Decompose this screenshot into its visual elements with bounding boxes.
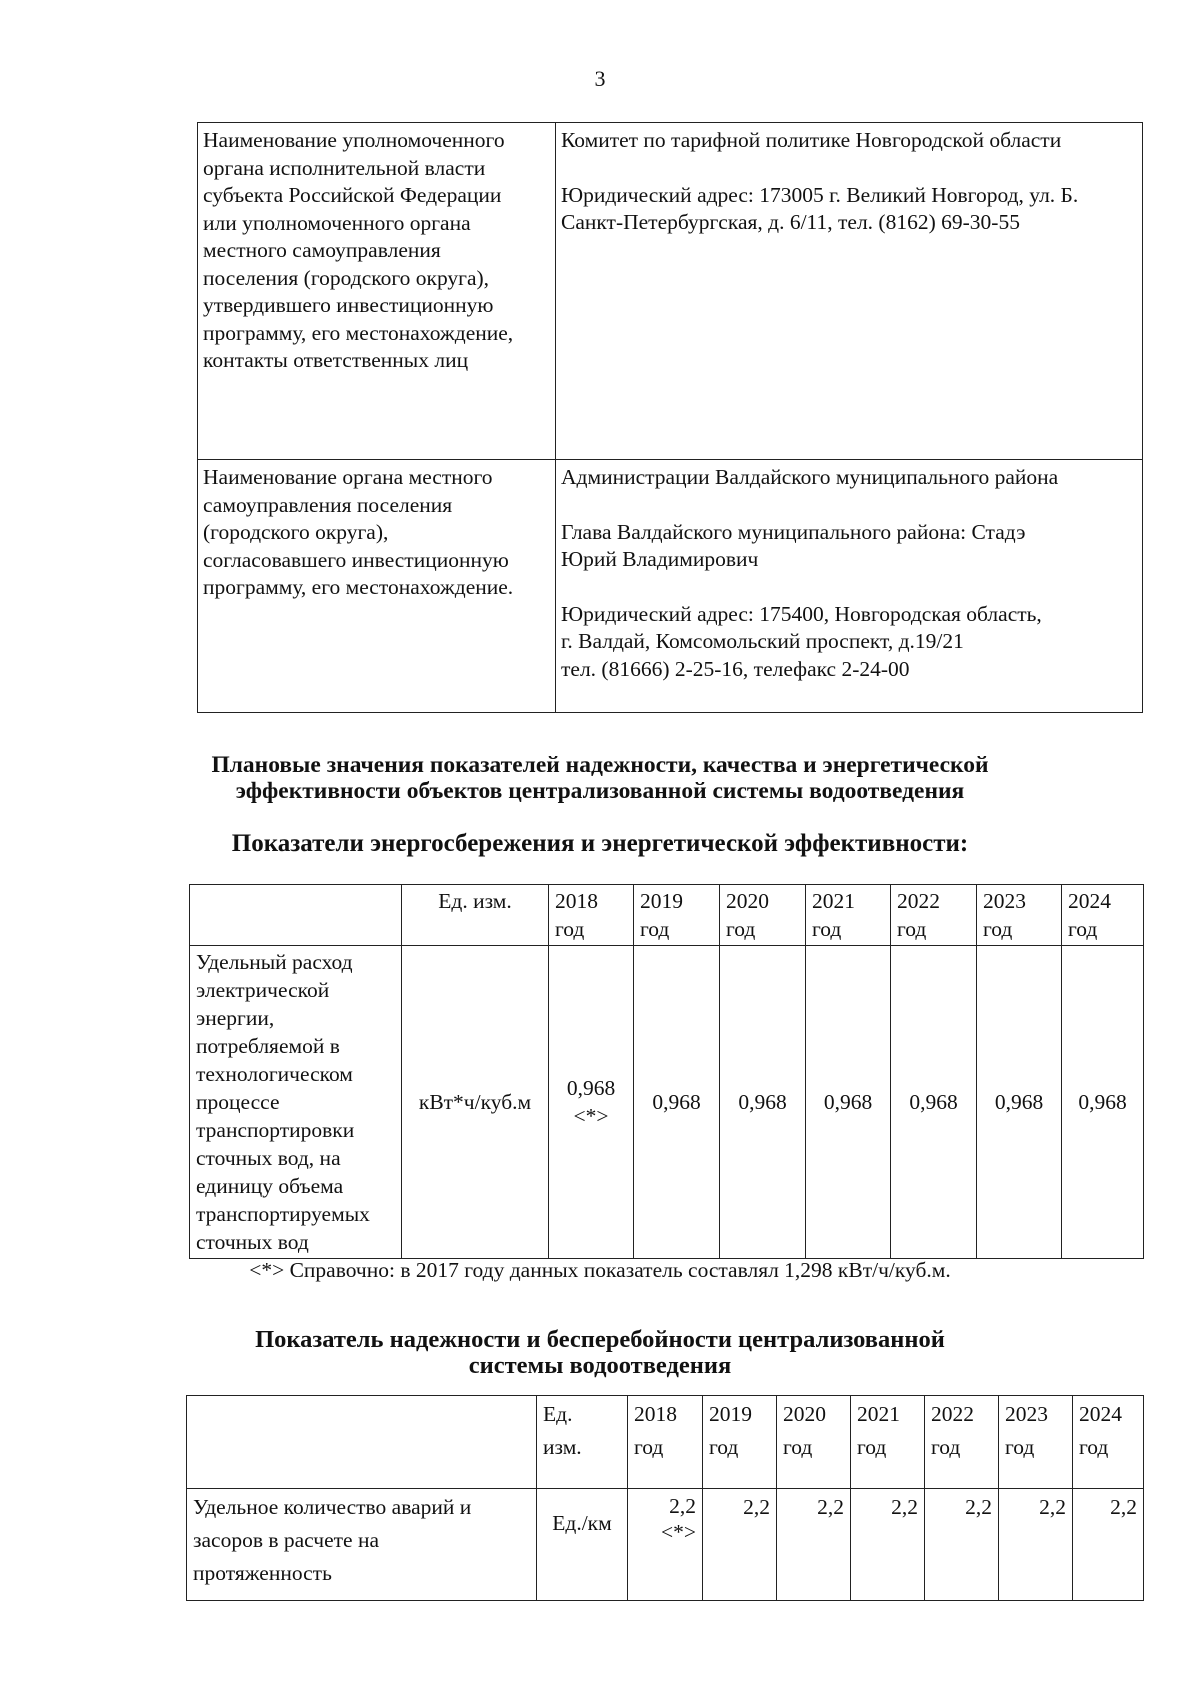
indicator-cell: Удельный расход электрической энергии, потребляемой в технологическом процессе транспортировки сточных вод, на единицу объема транспортируемых сточных вод bbox=[190, 946, 402, 1259]
agreeing-body-label bbox=[198, 460, 556, 713]
heading-line: Плановые значения показателей надежности, качества и энергетической bbox=[211, 752, 989, 778]
page-number: 3 bbox=[594, 66, 606, 91]
text-line: или уполномоченного органа bbox=[203, 210, 471, 235]
reliability-data-row bbox=[187, 1489, 1144, 1601]
text-line: программу, его местонахождение, bbox=[203, 320, 514, 345]
text-line: Наименование органа местного bbox=[203, 465, 493, 489]
year-header: 2023 год bbox=[977, 885, 1062, 946]
energy-header-row bbox=[190, 885, 1144, 946]
heading-line: Показатель надежности и бесперебойности централизованной bbox=[255, 1326, 945, 1353]
year-header: 2018 год bbox=[628, 1396, 703, 1489]
agreeing-body-address: Юридический адрес: 175400, Новгородская область, bbox=[561, 601, 1042, 626]
agreeing-body-name: Администрации Валдайского муниципального района bbox=[561, 465, 1059, 489]
text-line: контакты ответственных лиц bbox=[203, 348, 469, 372]
value-cell: 2,2 bbox=[999, 1489, 1073, 1601]
year-header: 2019 год bbox=[703, 1396, 777, 1489]
value-cell: 0,968 bbox=[1062, 946, 1144, 1259]
value-cell: 2,2 bbox=[1073, 1489, 1144, 1601]
value-cell: 2,2 bbox=[703, 1489, 777, 1601]
empty-header-cell bbox=[187, 1396, 537, 1489]
approving-body-address: Юридический адрес: 173005 г. Великий Новгород, ул. Б. bbox=[561, 182, 1079, 207]
value-cell: 0,968 bbox=[806, 946, 891, 1259]
text-line: поселения (городского округа), bbox=[203, 265, 490, 290]
year-header: 2022 год bbox=[925, 1396, 999, 1489]
reliability-table bbox=[186, 1395, 1144, 1601]
energy-table bbox=[189, 884, 1144, 1259]
value-cell: 2,2 bbox=[925, 1489, 999, 1601]
value-cell: 0,968 bbox=[634, 946, 720, 1259]
heading-line: эффективности объектов централизованной системы водоотведения bbox=[235, 778, 965, 804]
agreeing-body-address: г. Валдай, Комсомольский проспект, д.19/21 bbox=[561, 629, 964, 653]
footnote: <*> Справочно: в 2017 году данных показатель составлял 1,298 кВт/ч/куб.м. bbox=[249, 1258, 951, 1282]
approving-body-name: Комитет по тарифной политике Новгородской области bbox=[561, 128, 1062, 152]
year-header: 2020 год bbox=[777, 1396, 851, 1489]
agreeing-body-value bbox=[556, 460, 1143, 713]
unit-cell: Ед./км bbox=[537, 1489, 628, 1601]
unit-header: Ед. изм. bbox=[402, 885, 549, 946]
approving-body-label bbox=[198, 123, 556, 460]
unit-header: Ед. изм. bbox=[537, 1396, 628, 1489]
reliability-header-row bbox=[187, 1396, 1144, 1489]
info-row-agreeing-body bbox=[198, 460, 1143, 713]
main-heading bbox=[0, 752, 1200, 804]
unit-cell: кВт*ч/куб.м bbox=[402, 946, 549, 1259]
info-row-approving-body bbox=[198, 123, 1143, 460]
year-header: 2021 год bbox=[806, 885, 891, 946]
text-line: самоуправления поселения bbox=[203, 492, 453, 517]
value-cell: 0,968 <*> bbox=[549, 946, 634, 1259]
value-cell: 2,2 bbox=[777, 1489, 851, 1601]
text-line: утвердившего инвестиционную bbox=[203, 293, 494, 317]
year-header: 2018 год bbox=[549, 885, 634, 946]
agreeing-body-head: Юрий Владимирович bbox=[561, 547, 759, 571]
value-cell: 2,2 bbox=[851, 1489, 925, 1601]
value-cell: 0,968 bbox=[977, 946, 1062, 1259]
year-header: 2019 год bbox=[634, 885, 720, 946]
agreeing-body-head: Глава Валдайского муниципального района: Стадэ bbox=[561, 519, 1026, 544]
year-header: 2024 год bbox=[1073, 1396, 1144, 1489]
agreeing-body-address: тел. (81666) 2-25-16, телефакс 2-24-00 bbox=[561, 656, 910, 681]
reliability-heading bbox=[0, 1327, 1200, 1379]
text-line: субъекта Российской Федерации bbox=[203, 183, 502, 207]
value-cell: 0,968 bbox=[720, 946, 806, 1259]
energy-data-row bbox=[190, 946, 1144, 1259]
approving-body-address: Санкт-Петербургская, д. 6/11, тел. (8162) 69-30-55 bbox=[561, 210, 1020, 234]
year-header: 2020 год bbox=[720, 885, 806, 946]
approving-body-value bbox=[556, 123, 1143, 460]
text-line: (городского округа), bbox=[203, 520, 389, 544]
year-header: 2023 год bbox=[999, 1396, 1073, 1489]
text-line: органа исполнительной власти bbox=[203, 155, 486, 180]
text-line: программу, его местонахождение. bbox=[203, 575, 514, 599]
energy-heading: Показатели энергосбережения и энергетической эффективности: bbox=[231, 830, 969, 857]
year-header: 2021 год bbox=[851, 1396, 925, 1489]
heading-line: системы водоотведения bbox=[468, 1352, 732, 1379]
year-header: 2022 год bbox=[891, 885, 977, 946]
indicator-cell: Удельное количество аварий и засоров в расчете на протяженность bbox=[187, 1489, 537, 1601]
year-header: 2024 год bbox=[1062, 885, 1144, 946]
text-line: Наименование уполномоченного bbox=[203, 128, 505, 152]
text-line: местного самоуправления bbox=[203, 238, 441, 262]
info-table bbox=[197, 122, 1143, 713]
value-cell: 0,968 bbox=[891, 946, 977, 1259]
empty-header-cell bbox=[190, 885, 402, 946]
text-line: согласовавшего инвестиционную bbox=[203, 547, 509, 572]
value-cell: 2,2 <*> bbox=[628, 1489, 703, 1601]
